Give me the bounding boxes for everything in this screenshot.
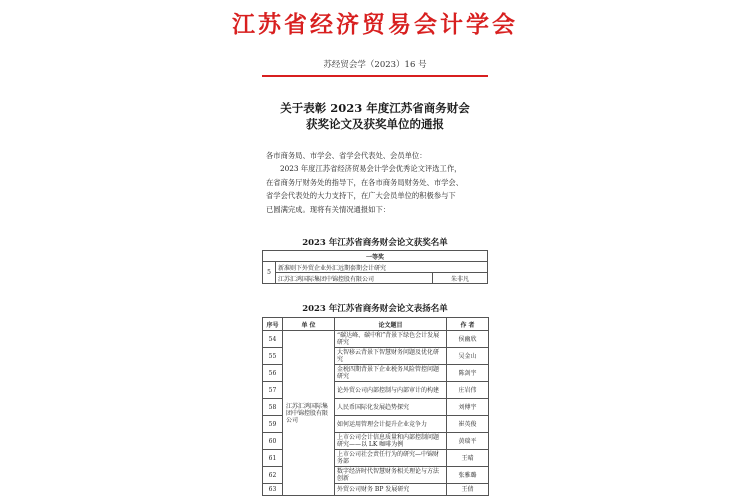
row-no: 59	[263, 416, 283, 433]
row-paper: 上市公司社会责任行为的研究—中锦财务部	[335, 450, 447, 467]
row-author: 陈剑宇	[447, 365, 489, 382]
row-no: 54	[263, 331, 283, 348]
row-paper: 数字经济时代智慧财务相关理论与方法创新	[335, 467, 447, 484]
row-no: 61	[263, 450, 283, 467]
notice-title-line2: 获奖论文及获奖单位的通报	[306, 117, 444, 131]
row-no: 62	[263, 467, 283, 484]
col-header-unit: 单 位	[283, 318, 335, 331]
commend-table-title: 2023 年江苏省商务财会论文表扬名单	[302, 304, 448, 314]
row-author: 张雅璐	[447, 467, 489, 484]
body-paragraph-line: 2023 年度江苏省经济贸易会计学会优秀论文评选工作，	[280, 164, 462, 174]
table-row	[263, 331, 489, 348]
row-paper: 如何运用管理会计提升企业竞争力	[335, 416, 447, 433]
row-author: 庄岩伟	[447, 382, 489, 399]
row-no: 57	[263, 382, 283, 399]
row-paper: 上市公司会计信息质量和内部控制问题研究——以 LK 咖啡为例	[335, 433, 447, 450]
commend-table	[262, 317, 489, 496]
row-no: 63	[263, 484, 283, 496]
row-author: 王晴	[447, 450, 489, 467]
row-author: 黄瑞平	[447, 433, 489, 450]
col-header-author: 作 者	[447, 318, 489, 331]
row-unit: 江苏汇鸿国际集团中锦控股有限公司	[283, 331, 335, 496]
award-table	[262, 250, 488, 284]
row-no: 55	[263, 348, 283, 365]
row-paper: 大智移云背景下智慧财务问题及优化研究	[335, 348, 447, 365]
row-author: 王倩	[447, 484, 489, 496]
row-author: 刘傅宇	[447, 399, 489, 416]
body-paragraph-line: 已圆满完成。现将有关情况通报如下：	[266, 204, 391, 214]
row-paper: “碳达峰、碳中和”背景下绿色会计发展研究	[335, 331, 447, 348]
row-no: 56	[263, 365, 283, 382]
notice-title	[0, 100, 750, 132]
row-no: 60	[263, 433, 283, 450]
award-table-title: 2023 年江苏省商务财会论文获奖名单	[302, 238, 448, 248]
body-paragraph-line: 在省商务厅财务处的指导下，在各市商务局财务处、市学会、	[266, 177, 464, 187]
row-no: 58	[263, 399, 283, 416]
notice-title-line1: 关于表彰 2023 年度江苏省商务财会	[280, 101, 470, 115]
award-no: 5	[263, 262, 276, 284]
award-author: 朱非凡	[433, 273, 488, 284]
document-number: 苏经贸会学（2023）16 号	[323, 60, 427, 70]
award-unit: 江苏汇鸿国际集团中锦控股有限公司	[276, 273, 433, 284]
row-author: 崔英俊	[447, 416, 489, 433]
award-paper: 新准则下外贸企业外汇远期套期会计研究	[276, 262, 488, 273]
col-header-paper: 论文题目	[335, 318, 447, 331]
row-paper: 人民币国际化发展趋势探究	[335, 399, 447, 416]
row-author: 侯幽欣	[447, 331, 489, 348]
col-header-no: 序号	[263, 318, 283, 331]
row-paper: 论外贸公司内部控制与内部审计的构建	[335, 382, 447, 399]
body-paragraph-line: 省学会代表处的大力支持下，在广大会员单位的积极参与下	[266, 191, 456, 201]
salutation: 各市商务局、市学会、省学会代表处、会员单位：	[266, 151, 427, 160]
award-grade: 一等奖	[263, 251, 488, 262]
row-paper: 金税四期背景下企业税务风险管控问题研究	[335, 365, 447, 382]
row-paper: 外贸公司财务 BP 发展研究	[335, 484, 447, 496]
row-author: 吴金山	[447, 348, 489, 365]
org-name-heading: 江苏省经济贸易会计学会	[232, 11, 518, 38]
red-divider	[262, 75, 488, 77]
notice-body	[266, 149, 488, 216]
